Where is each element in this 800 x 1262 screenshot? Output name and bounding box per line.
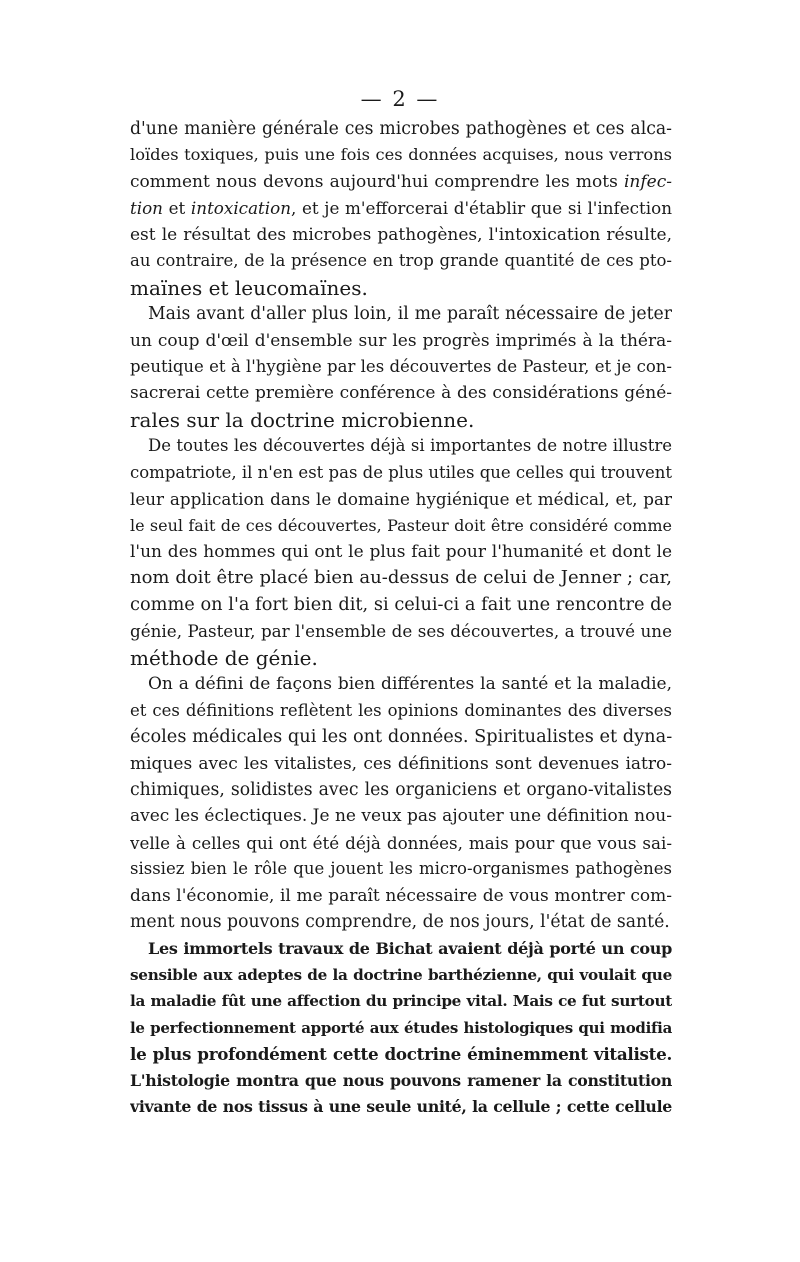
text-line: comme on l'a fort bien dit, si celui-ci a fait une rencontre de [130,594,672,615]
text-line: l'un des hommes qui ont le plus fait pour l'humanité et dont le [130,542,672,562]
text-line: la maladie fût une affection du principe vital. Mais ce fut surtout [130,992,672,1011]
text-line: sissiez bien le rôle que jouent les micro-organismes pathogènes [130,859,672,879]
text-line: le plus profondément cette doctrine éminemment vitaliste. [130,1044,672,1065]
text-line: velle à celles qui ont été déjà données, mais pour que vous sai- [130,832,672,853]
page-number: — 2 — [360,87,440,111]
text-line: Les immortels travaux de Bichat avaient déjà porté un coup [148,938,672,958]
text-line: génie, Pasteur, par l'ensemble de ses découvertes, a trouvé une [130,621,672,642]
text-line: L'histologie montra que nous pouvons ramener la constitution [130,1070,672,1090]
text-line: chimiques, solidistes avec les organiciens et organo-vitalistes [130,779,672,800]
text-line: au contraire, de la présence en trop grande quantité de ces pto- [130,251,672,271]
text-line: avec les éclectiques. Je ne veux pas ajouter une définition nou- [130,806,672,827]
text-line: rales sur la doctrine microbienne. [130,407,475,432]
text-line: miques avec les vitalistes, ces définitions sont devenues iatro- [130,753,672,774]
text-line: nom doit être placé bien au-dessus de celui de Jenner ; car, [130,567,672,589]
text-line: peutique et à l'hygiène par les découvertes de Pasteur, et je con- [130,356,672,376]
text-line: un coup d'œil d'ensemble sur les progrès imprimés à la théra- [130,330,672,351]
text-line: le seul fait de ces découvertes, Pasteur doit être considéré comme [130,515,672,535]
text-line: méthode de génie. [130,645,318,670]
body-text [130,116,672,1121]
text-line: maïnes et leucomaïnes. [130,275,368,300]
text-line: vivante de nos tissus à une seule unité, la cellule ; cette cellule [130,1097,672,1117]
text-line: sacrerai cette première conférence à des considérations géné- [130,383,672,404]
text-line: compatriote, il n'en est pas de plus utiles que celles qui trouvent [130,462,672,482]
text-line: et ces définitions reflètent les opinions dominantes des diverses [130,700,672,720]
text-line: écoles médicales qui les ont données. Spiritualistes et dyna- [130,727,672,748]
text-line: comment nous devons aujourd'hui comprendre les mots infec- [130,171,672,192]
text-line: tion et intoxication, et je m'efforcerai d'établir que si l'infection [130,198,672,219]
text-line: ment nous pouvons comprendre, de nos jours, l'état de santé. [130,912,670,933]
text-line: est le résultat des microbes pathogènes, l'intoxication résulte, [130,224,672,245]
text-line: leur application dans le domaine hygiénique et médical, et, par [130,489,672,510]
text-line: De toutes les découvertes déjà si importantes de notre illustre [148,436,672,456]
text-line: d'une manière générale ces microbes pathogènes et ces alca- [130,119,672,139]
text-line: Mais avant d'aller plus loin, il me paraît nécessaire de jeter [148,304,672,325]
text-line: le perfectionnement apporté aux études histologiques qui modifia [130,1018,672,1037]
text-line: loïdes toxiques, puis une fois ces données acquises, nous verrons [130,145,672,165]
text-line: dans l'économie, il me paraît nécessaire de vous montrer com- [130,885,672,906]
text-line: sensible aux adeptes de la doctrine barthézienne, qui voulait que [130,966,672,984]
text-line: On a défini de façons bien différentes la santé et la maladie, [148,674,672,695]
